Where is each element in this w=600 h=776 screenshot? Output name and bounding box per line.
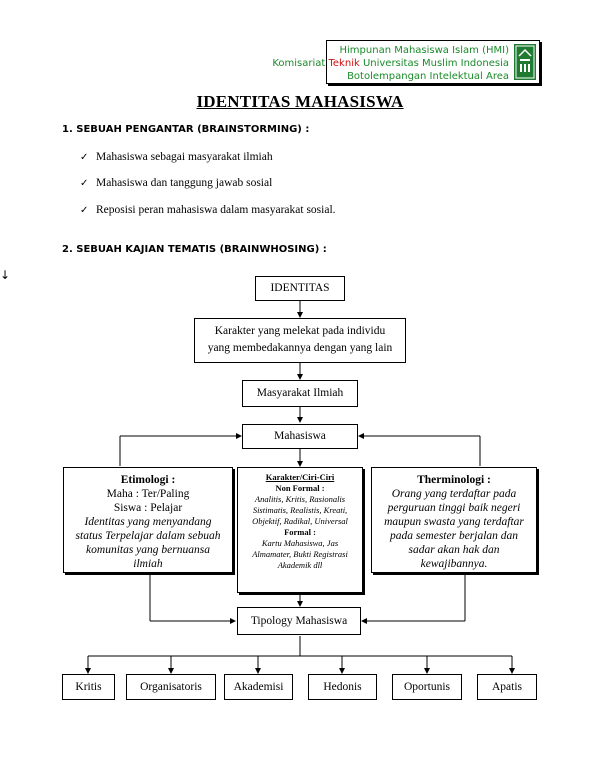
nonformal-text: Analitis, Kritis, Rasionalis Sistimatis, Realistis, Kreati, Objektif, Radikal, Universal — [252, 494, 348, 526]
arrow-down-icon: ↓ — [0, 268, 11, 282]
terminologi-desc: Orang yang terdaftar pada perguruan tinggi baik negeri maupun swasta yang terdaftar pada semester berjalan dan sadar akan hak dan kewajibannya. — [384, 488, 524, 570]
org-line-3: Botolempangan Intelektual Area — [347, 71, 509, 82]
formal-label: Formal : — [284, 527, 316, 537]
check-icon: ✓ — [80, 178, 89, 189]
box-tipology: Tipology Mahasiswa — [237, 607, 361, 635]
bullet-item: ✓ Mahasiswa sebagai masyarakat ilmiah — [80, 151, 273, 163]
formal-text: Kartu Mahasiswa, Jas Almamater, Bukti Registrasi Akademik dll — [252, 538, 348, 570]
box-terminologi — [371, 467, 537, 573]
box-type-kritis: Kritis — [62, 674, 115, 700]
page-title: IDENTITAS MAHASISWA — [196, 92, 404, 111]
box-etimologi — [63, 467, 233, 573]
etimologi-line-1: Maha : Ter/Paling — [106, 488, 190, 500]
nonformal-label: Non Formal : — [275, 483, 325, 493]
box-mahasiswa: Mahasiswa — [242, 424, 358, 449]
box-masyarakat-ilmiah: Masyarakat Ilmiah — [242, 380, 358, 407]
bullet-item: ✓ Mahasiswa dan tanggung jawab sosial — [80, 177, 273, 189]
box-type-apatis: Apatis — [477, 674, 537, 700]
box-karakter-ciri — [237, 467, 363, 593]
bullet-item: ✓ Reposisi peran mahasiswa dalam masyarakat sosial. — [80, 204, 336, 216]
box-karakter-individu: Karakter yang melekat pada individu yang membedakannya dengan yang lain — [194, 318, 406, 363]
terminologi-title: Therminologi : — [417, 474, 491, 486]
section-1-heading: 1. SEBUAH PENGANTAR (BRAINSTORMING) : — [62, 124, 310, 135]
section-2-heading: 2. SEBUAH KAJIAN TEMATIS (BRAINWHOSING) : — [62, 244, 327, 255]
box-type-akademisi: Akademisi — [224, 674, 293, 700]
box-identitas: IDENTITAS — [255, 276, 345, 301]
etimologi-line-2: Siswa : Pelajar — [113, 502, 183, 514]
etimologi-title: Etimologi : — [120, 474, 176, 486]
check-icon: ✓ — [80, 205, 89, 216]
box-type-organisatoris: Organisatoris — [126, 674, 216, 700]
org-line-2: Komisariat Teknik Universitas Muslim Indonesia — [272, 58, 509, 69]
check-icon: ✓ — [80, 152, 89, 163]
karakter-ciri-title: Karakter/Ciri-Ciri — [265, 472, 335, 482]
org-line-1: Himpunan Mahasiswa Islam (HMI) — [339, 45, 509, 56]
box-type-hedonis: Hedonis — [308, 674, 377, 700]
etimologi-desc: Identitas yang menyandang status Terpelajar dalam sebuah komunitas yang bernuansa ilmiah — [75, 516, 221, 570]
box-type-oportunis: Oportunis — [392, 674, 462, 700]
